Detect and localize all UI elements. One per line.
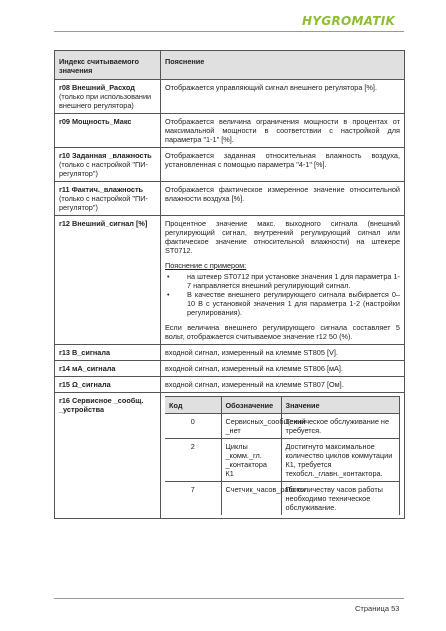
- table-row: [55, 114, 405, 148]
- description-text: Если величина внешнего регулирующего сигнала составляет 5 вольт, отображается считываемое значение r12 50 (%).: [165, 323, 400, 341]
- label-cell: Счетчик_часов_работы: [221, 482, 281, 516]
- index-label: r09 Мощность_Макс: [59, 117, 132, 126]
- index-label: r15 Ω_сигнала: [59, 380, 111, 389]
- description-text: Отображается управляющий сигнал внешнего регулятора [%].: [165, 83, 377, 92]
- description-text: Процентное значение макс. выходного сигнала (внешний регулирующий сигнал, внутренний регулирующий сигнал или фактическое значение относительной влажности) на штекере ST0712.: [165, 219, 400, 255]
- row-index: [55, 114, 161, 148]
- row-index: [55, 377, 161, 393]
- bullet-icon: •: [167, 272, 170, 281]
- description-text: Отображается заданная относительная влажность воздуха, установленная с помощью параметра "4-1" [%].: [165, 151, 400, 169]
- bullet-icon: •: [167, 290, 170, 299]
- list-item: [165, 290, 400, 317]
- example-title: Пояснение с примером:: [165, 261, 247, 270]
- row-index: [55, 361, 161, 377]
- index-note: (только с настройкой "ПИ-регулятор"): [59, 194, 148, 212]
- meaning-cell: По количеству часов работы необходимо техническое обслуживание.: [281, 482, 400, 516]
- row-index: [55, 148, 161, 182]
- description-text: Отображается фактическое измеренное значение относительной влажности воздуха [%].: [165, 185, 400, 203]
- page-number: Страница 53: [355, 604, 400, 613]
- description-text: Отображается величина ограничения мощности в процентах от максимальной мощности в соответствии с настройкой для параметра "1-1" [%].: [165, 117, 400, 144]
- row-index: [55, 345, 161, 361]
- header-meaning: Значение: [281, 397, 400, 414]
- description-text: входной сигнал, измеренный на клемме ST807 [Ом].: [165, 380, 344, 389]
- row-index: [55, 80, 161, 114]
- header-label: Обозначение: [221, 397, 281, 414]
- label-cell: Циклы _комм._гл. _контактора К1: [221, 439, 281, 482]
- row-index: [55, 393, 161, 519]
- index-label: r10 Заданная _влажность: [59, 151, 152, 160]
- index-label: r11 Фактич._влажность: [59, 185, 144, 194]
- index-label: r12 Внешний_сигнал [%]: [59, 219, 148, 228]
- row-description: [161, 345, 405, 361]
- header-rule: [54, 31, 404, 32]
- table-row: [55, 393, 405, 519]
- table-row: [55, 182, 405, 216]
- header-code: Код: [165, 397, 221, 414]
- row-description: [161, 114, 405, 148]
- label-cell: Сервисных_сообщений _нет: [221, 414, 281, 439]
- service-message-table: [165, 396, 400, 515]
- header-index: Индекс считываемого значения: [55, 51, 161, 80]
- header-description: Пояснение: [161, 51, 405, 80]
- subtable-row: [165, 414, 400, 439]
- row-index: [55, 182, 161, 216]
- meaning-cell: Достигнуто максимальное количество циклов коммутации К1, требуется техобсл._главн._контактора.: [281, 439, 400, 482]
- row-description: [161, 148, 405, 182]
- list-item-text: В качестве внешнего регулирующего сигнала выбирается 0–10 В с установкой значения 1 для параметра 1-2 (настройки регулирования).: [187, 290, 400, 317]
- index-label: r14 мА_сигнала: [59, 364, 116, 373]
- description-text: входной сигнал, измеренный на клемме ST805 [V].: [165, 348, 338, 357]
- code-cell: 7: [165, 482, 221, 516]
- logo-sub: MATIK: [351, 14, 396, 28]
- logo-main: HYGRO: [302, 14, 352, 28]
- table-row: [55, 361, 405, 377]
- code-cell: 0: [165, 414, 221, 439]
- brand-logo: [302, 14, 395, 28]
- subtable-header-row: [165, 397, 400, 414]
- description-text: входной сигнал, измеренный на клемме ST806 [мА].: [165, 364, 343, 373]
- service-message-cell: [161, 393, 405, 519]
- row-description: [161, 216, 405, 345]
- index-note: (только при использовании внешнего регулятора): [59, 92, 152, 110]
- table-row: [55, 345, 405, 361]
- table-row: [55, 148, 405, 182]
- table-row: [55, 80, 405, 114]
- meaning-cell: Техническое обслуживание не требуется.: [281, 414, 400, 439]
- table-row: [55, 216, 405, 345]
- list-item-text: на штекер ST0712 при установке значения 1 для параметра 1-7 направляется внешний регулирующий сигнал.: [187, 272, 400, 290]
- parameter-table: [54, 50, 405, 519]
- table-row: [55, 377, 405, 393]
- index-label: r08 Внешний_Расход: [59, 83, 135, 92]
- index-label: r13 В_сигнала: [59, 348, 111, 357]
- row-description: [161, 80, 405, 114]
- subtable-row: [165, 439, 400, 482]
- row-index: [55, 216, 161, 345]
- code-cell: 2: [165, 439, 221, 482]
- row-description: [161, 377, 405, 393]
- list-item: [165, 272, 400, 290]
- footer-rule: [54, 598, 404, 599]
- subtable-row: [165, 482, 400, 516]
- index-label: r16 Сервисное _сообщ. _устройства: [59, 396, 144, 414]
- example-list: [165, 272, 400, 317]
- row-description: [161, 182, 405, 216]
- index-note: (только с настройкой "ПИ-регулятор"): [59, 160, 148, 178]
- row-description: [161, 361, 405, 377]
- table-header-row: [55, 51, 405, 80]
